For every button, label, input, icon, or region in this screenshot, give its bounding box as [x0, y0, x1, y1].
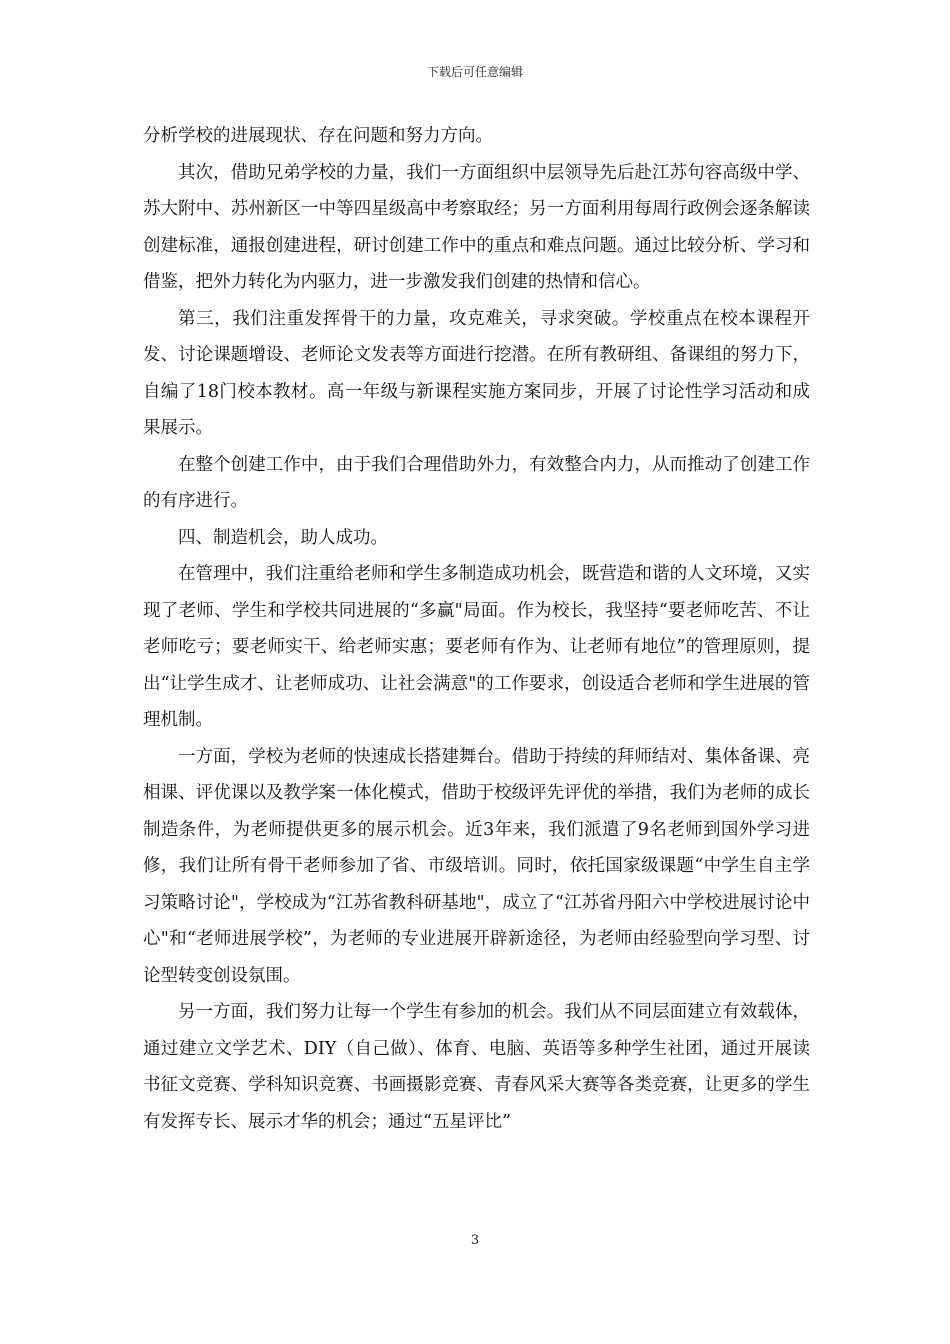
- paragraph-2: 其次，借助兄弟学校的力量，我们一方面组织中层领导先后赴江苏句容高级中学、苏大附中、苏州新区一中等四星级高中考察取经；另一方面利用每周行政例会逐条解读创建标准，通报创建进程，研讨创建工作中的重点和难点问题。通过比较分析、学习和借鉴，把外力转化为内驱力，进一步激发我们创建的热情和信心。: [143, 162, 810, 292]
- paragraph-6: 一方面，学校为老师的快速成长搭建舞台。借助于持续的拜师结对、集体备课、亮相课、评优课以及教学案一体化模式，借助于校级评先评优的举措，我们为老师的成长制造条件，为老师提供更多的展示机会。近3年来，我们派遣了9名老师到国外学习进修，我们让所有骨干老师参加了省、市级培训。同时，依托国家级课题“中学生自主学习策略讨论"，学校成为“江苏省教科研基地"，成立了“江苏省丹阳六中学校进展讨论中心"和“老师进展学校”，为老师的专业进展开辟新途径，为老师由经验型向学习型、讨论型转变创设氛围。: [143, 746, 810, 986]
- page-header-note: 下载后可任意编辑: [426, 65, 523, 79]
- paragraph-5: 在管理中，我们注重给老师和学生多制造成功机会，既营造和谐的人文环境，又实现了老师、学生和学校共同进展的“多赢"局面。作为校长，我坚持“要老师吃苦、不让老师吃亏；要老师实干、给老师实惠；要老师有作为、让老师有地位”的管理原则，提出“让学生成才、让老师成功、让社会满意"的工作要求，创设适合老师和学生进展的管理机制。: [143, 564, 810, 730]
- section-heading-4: 四、制造机会，助人成功。: [178, 527, 388, 548]
- paragraph-3: 第三，我们注重发挥骨干的力量，攻克难关，寻求突破。学校重点在校本课程开发、讨论课题增设、老师论文发表等方面进行挖潜。在所有教研组、备课组的努力下，自编了18门校本教材。高一年级与新课程实施方案同步，开展了讨论性学习活动和成果展示。: [143, 308, 810, 438]
- paragraph-4: 在整个创建工作中，由于我们合理借助外力，有效整合内力，从而推动了创建工作的有序进行。: [143, 454, 810, 511]
- paragraph-1: 分析学校的进展现状、存在问题和努力方向。: [143, 126, 493, 146]
- page-number: 3: [470, 1233, 480, 1248]
- paragraph-7: 另一方面，我们努力让每一个学生有参加的机会。我们从不同层面建立有效载体，通过建立文学艺术、DIY（自己做）、体育、电脑、英语等多种学生社团，通过开展读书征文竞赛、学科知识竞赛、书画摄影竞赛、青春风采大赛等各类竞赛，让更多的学生有发挥专长、展示才华的机会；通过“五星评比”: [143, 1002, 810, 1132]
- document-body: [143, 118, 810, 1140]
